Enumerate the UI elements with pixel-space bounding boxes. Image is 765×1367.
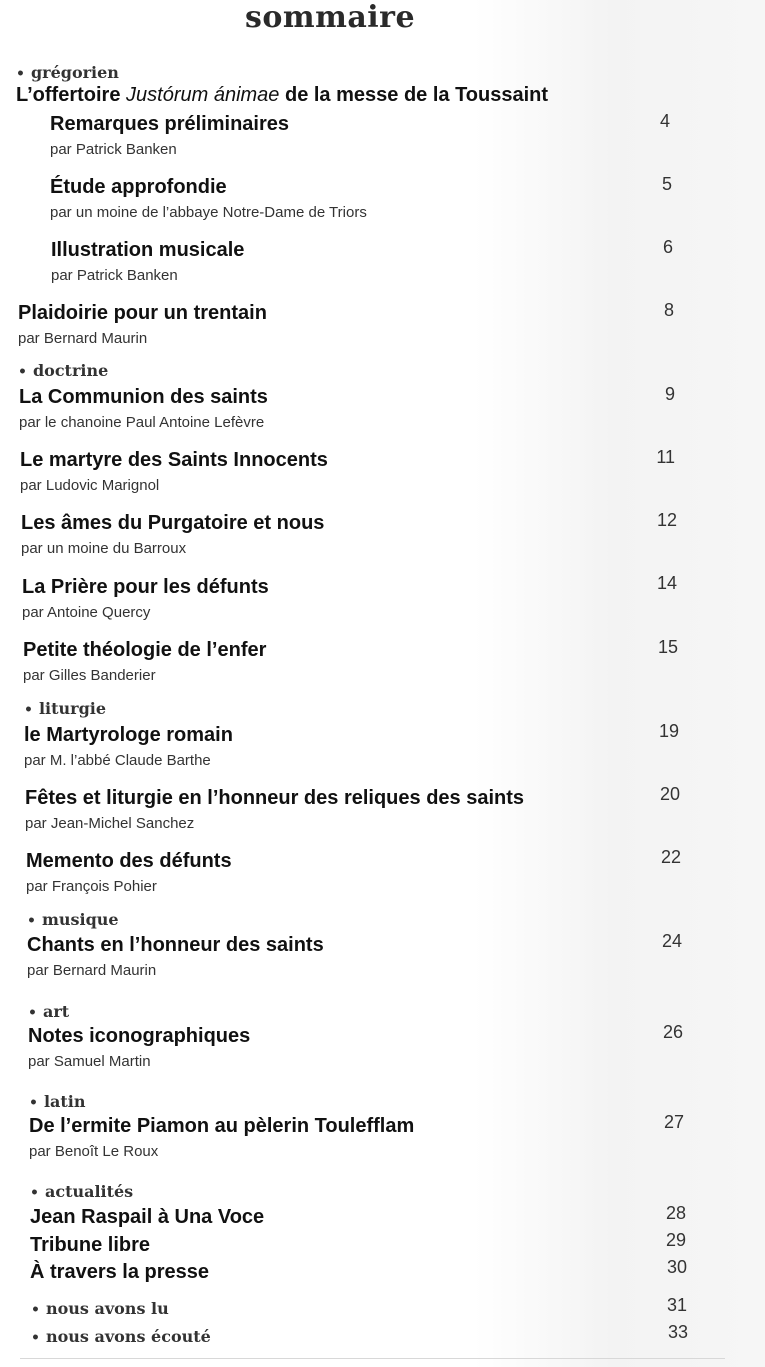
entry-title: À travers la presse (30, 1261, 210, 1283)
section-label: nous avons écouté (45, 1327, 211, 1346)
bullet-icon: • (27, 913, 36, 929)
toc-entry (50, 112, 289, 160)
heading-text: de la messe de la Toussaint (279, 84, 549, 106)
entry-title: Plaidoirie pour un trentain (18, 302, 267, 324)
section-musique (27, 911, 119, 930)
entry-title: Remarques préliminaires (50, 113, 289, 135)
entry-title: le Martyrologe romain (24, 724, 233, 746)
entry-author: par Bernard Maurin (18, 330, 148, 347)
toc-entry (19, 385, 268, 433)
section-label: latin (43, 1092, 86, 1111)
section-nous-avons-ecoute (31, 1328, 211, 1347)
section-actualites (30, 1183, 133, 1202)
entry-page: 22 (660, 847, 681, 867)
bullet-icon: • (28, 1005, 37, 1021)
bullet-icon: • (29, 1095, 38, 1111)
entry-page: 15 (657, 637, 678, 657)
entry-author: par M. l’abbé Claude Barthe (24, 752, 211, 769)
section-label: grégorien (30, 63, 119, 82)
entry-author: par Antoine Quercy (22, 604, 151, 621)
gregorien-heading (16, 83, 548, 107)
entry-author: par un moine du Barroux (21, 540, 187, 557)
entry-title: Tribune libre (30, 1234, 151, 1256)
heading-italic-text: Justórum ánimae (126, 84, 280, 106)
entry-page: 8 (663, 300, 674, 320)
entry-page: 24 (661, 931, 682, 951)
section-latin (29, 1093, 86, 1112)
entry-author: par Patrick Banken (50, 141, 177, 158)
entry-page: 26 (662, 1022, 683, 1042)
entry-page: 31 (666, 1295, 687, 1315)
entry-title: De l’ermite Piamon au pèlerin Toulefflam (29, 1115, 415, 1137)
bullet-icon: • (16, 66, 25, 82)
section-label: actualités (44, 1182, 134, 1201)
entry-author: par François Pohier (26, 878, 157, 895)
section-doctrine (18, 362, 108, 381)
entry-page: 9 (664, 384, 675, 404)
entry-author: par Patrick Banken (51, 267, 178, 284)
entry-page: 27 (663, 1112, 684, 1132)
entry-author: par Benoît Le Roux (29, 1143, 159, 1160)
toc-entry (27, 933, 324, 981)
section-label: art (42, 1002, 70, 1021)
entry-title: Jean Raspail à Una Voce (30, 1206, 265, 1228)
entry-title: Étude approfondie (50, 176, 227, 198)
toc-entry (24, 723, 233, 771)
section-gregorien (16, 64, 119, 83)
entry-title: Memento des défunts (26, 850, 232, 872)
entry-title: La Prière pour les défunts (22, 576, 269, 598)
page-title: sommaire (244, 0, 416, 35)
entry-page: 20 (659, 784, 680, 804)
entry-author: par Bernard Maurin (27, 962, 157, 979)
entry-author: par Jean-Michel Sanchez (25, 815, 195, 832)
toc-entry (20, 448, 328, 496)
heading-text: L’offertoire (16, 84, 127, 106)
entry-title: La Communion des saints (19, 386, 268, 408)
bullet-icon: • (24, 702, 33, 718)
entry-title: Fêtes et liturgie en l’honneur des reliques des saints (25, 787, 525, 809)
bullet-icon: • (18, 364, 27, 380)
entry-page: 14 (656, 573, 677, 593)
entry-author: par le chanoine Paul Antoine Lefèvre (19, 414, 265, 431)
section-label: nous avons lu (45, 1299, 169, 1318)
section-label: musique (41, 910, 119, 929)
entry-page: 33 (667, 1322, 688, 1342)
entry-author: par Ludovic Marignol (20, 477, 160, 494)
section-art (28, 1003, 69, 1022)
entry-page: 6 (662, 237, 673, 257)
toc-entry (21, 511, 324, 559)
toc-entry (29, 1114, 414, 1162)
entry-page: 5 (661, 174, 672, 194)
entry-page: 4 (659, 111, 670, 131)
bullet-icon: • (31, 1302, 40, 1318)
entry-author: par un moine de l’abbaye Notre-Dame de Triors (50, 204, 367, 221)
toc-entry (18, 301, 267, 349)
entry-title: Notes iconographiques (28, 1025, 251, 1047)
entry-title: Chants en l’honneur des saints (27, 934, 324, 956)
toc-entry (50, 175, 367, 223)
divider (20, 1358, 725, 1359)
entry-page: 29 (665, 1230, 686, 1250)
entry-author: par Gilles Banderier (23, 667, 156, 684)
entry-page: 11 (656, 447, 675, 467)
entry-page: 28 (665, 1203, 686, 1223)
toc-entry (51, 238, 244, 286)
entry-page: 12 (656, 510, 677, 530)
entry-author: par Samuel Martin (28, 1053, 151, 1070)
section-label: liturgie (38, 699, 107, 718)
bullet-icon: • (30, 1185, 39, 1201)
entry-title: Petite théologie de l’enfer (23, 639, 267, 661)
entry-title: Le martyre des Saints Innocents (20, 449, 328, 471)
entry-page: 19 (658, 721, 679, 741)
entry-title: Les âmes du Purgatoire et nous (21, 512, 325, 534)
toc-entry (22, 575, 269, 623)
toc-entry (28, 1024, 250, 1072)
toc-entry (26, 849, 232, 897)
entry-page: 30 (666, 1257, 687, 1277)
entry-title: Illustration musicale (51, 239, 245, 261)
section-label: doctrine (32, 361, 109, 380)
section-nous-avons-lu (31, 1300, 169, 1319)
toc-entry (23, 638, 266, 686)
toc-entry (25, 786, 524, 834)
section-liturgie (24, 700, 106, 719)
bullet-icon: • (31, 1330, 40, 1346)
